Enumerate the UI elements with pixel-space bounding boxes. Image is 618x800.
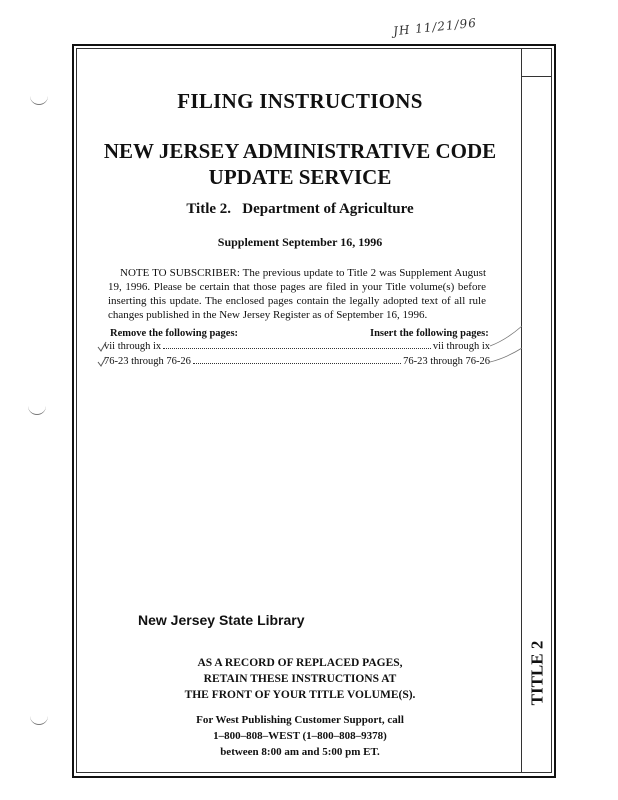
support-line: For West Publishing Customer Support, call [196,714,404,726]
library-stamp: New Jersey State Library [138,612,305,628]
insert-pages-value: 76-23 through 76-26 [403,356,490,367]
note-to-subscriber: NOTE TO SUBSCRIBER: The previous update to Title 2 was Supplement August 19, 1996. Please be certain that those pages are filed in your Title volume(s) before inserting this update. The enclosed pages contain the legally adopted text of all rule changes published in the New Jersey Register as of September 16, 1996. [108,267,486,321]
punch-hole-top [30,92,48,105]
retain-line: AS A RECORD OF REPLACED PAGES, [197,657,403,669]
remove-pages-value: 76-23 through 76-26 [104,356,191,367]
code-title-line2: UPDATE SERVICE [208,165,392,189]
pages-row [104,341,490,352]
code-title-line1: NEW JERSEY ADMINISTRATIVE CODE [103,139,497,163]
retain-line: THE FRONT OF YOUR TITLE VOLUME(S). [184,689,416,701]
punch-hole-bottom [30,712,48,725]
supplement-date: Supplement September 16, 1996 [217,235,383,249]
tab-divider-vertical [521,48,522,773]
insert-pages-value: vii through ix [432,341,490,352]
check-marks-left-icon [96,340,108,372]
pages-row [104,356,490,367]
remove-pages-value: vii through ix [104,341,162,352]
remove-pages-header: Remove the following pages: [110,328,239,339]
insert-pages-header: Insert the following pages: [370,328,489,339]
support-hours: between 8:00 am and 5:00 pm ET. [220,746,380,758]
check-marks-right-icon [488,322,528,372]
customer-support-info [80,712,520,760]
support-phone: 1–800–808–WEST (1–800–808–9378) [213,730,387,742]
leader-dots [163,341,431,349]
title-tab [523,630,551,715]
page-title: FILING INSTRUCTIONS [177,89,423,113]
punch-hole-middle [28,402,46,415]
title-department: Title 2. Department of Agriculture [186,201,414,217]
retain-instructions [80,655,520,703]
code-title [80,138,520,190]
tab-divider-horizontal [521,76,552,77]
handwritten-initials-date: JH 11/21/96 [392,15,478,39]
title-tab-label: TITLE 2 [527,640,547,705]
leader-dots [193,356,401,364]
retain-line: RETAIN THESE INSTRUCTIONS AT [203,673,397,685]
